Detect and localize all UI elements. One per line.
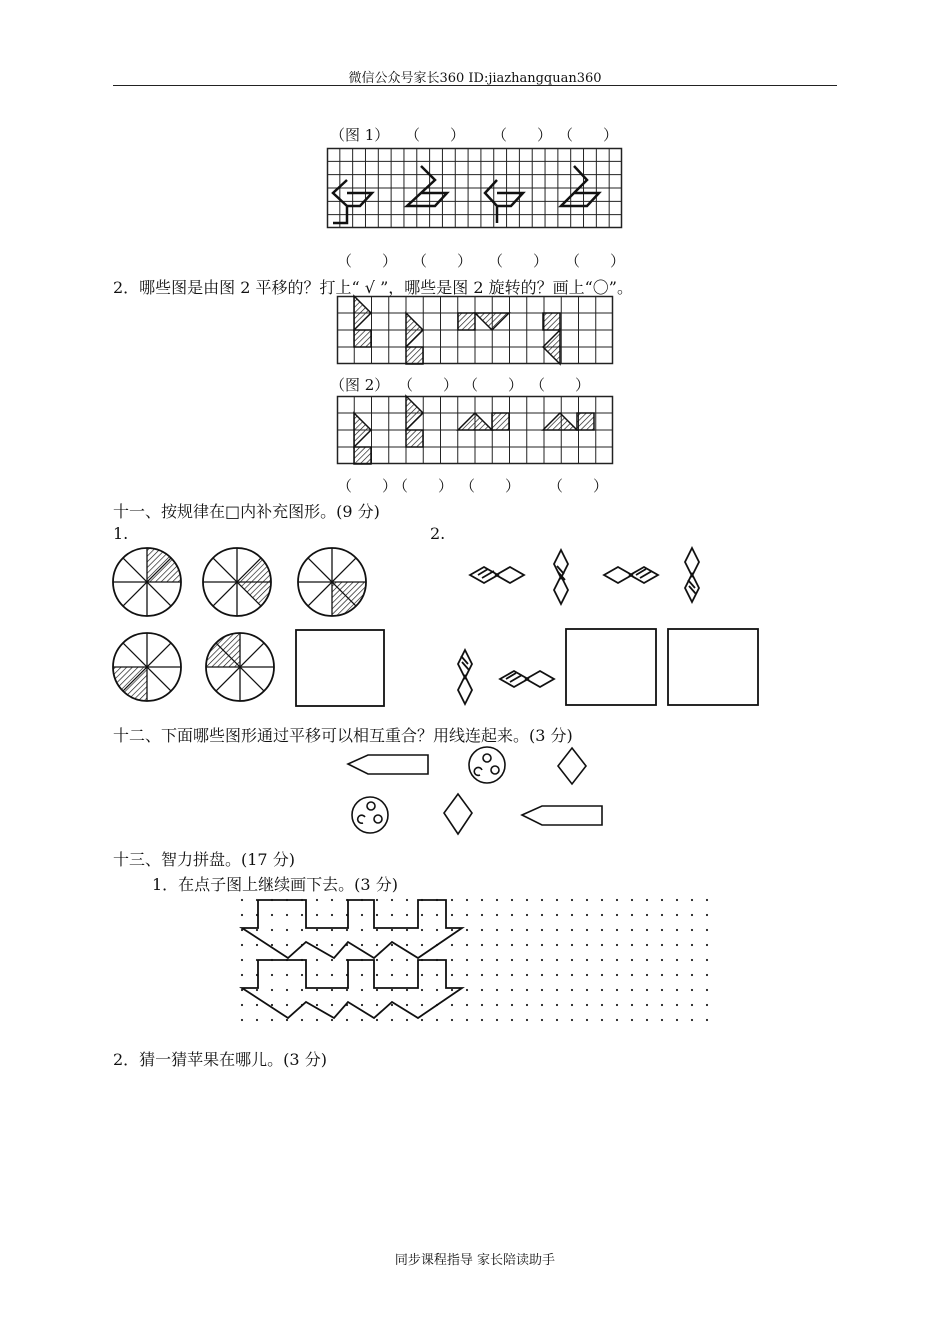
fig2-label: （图 2） — [330, 376, 390, 394]
fig2-option-grid — [337, 296, 613, 364]
fig1-top-blank-3[interactable]: （ ） — [558, 126, 619, 144]
fig1-label: （图 1） — [330, 126, 390, 144]
q11-sub1-label: 1. — [113, 524, 129, 543]
q13-sub1: 1．在点子图上继续画下去。(3 分) — [152, 875, 398, 894]
fig2-bottom-blank-3[interactable]: （ ） — [460, 477, 521, 495]
fig2-grid — [337, 396, 613, 464]
fig1-top-blank-1[interactable]: （ ） — [405, 126, 466, 144]
q11-answer-box-2 — [566, 629, 656, 705]
q11-circle-pattern — [110, 542, 390, 707]
q11-sub2-label: 2. — [430, 524, 446, 543]
q11-answer-box-1 — [296, 630, 384, 706]
q12-shapes — [340, 742, 620, 842]
diamond-shape-2 — [444, 794, 472, 834]
fig1-bottom-blank-3[interactable]: （ ） — [488, 252, 549, 270]
q11-title: 十一、按规律在□内补充图形。(9 分) — [113, 502, 380, 521]
fig2-bottom-blank-4[interactable]: （ ） — [548, 477, 609, 495]
q11-diamond-pattern — [460, 542, 760, 707]
fig2-top-blank-2[interactable]: （ ） — [463, 376, 524, 394]
diamond-shape-1 — [558, 748, 586, 784]
fig2-bottom-blank-1[interactable]: （ ） — [337, 477, 398, 495]
fig1-top-blank-2[interactable]: （ ） — [492, 126, 553, 144]
fig2-top-blank-3[interactable]: （ ） — [530, 376, 591, 394]
q10-2-prompt: 2．哪些图是由图 2 平移的？打上“ √ ”，哪些是图 2 旋转的？画上“〇”。 — [113, 278, 633, 297]
fig1-bottom-blank-4[interactable]: （ ） — [565, 252, 626, 270]
fig2-top-blank-1[interactable]: （ ） — [398, 376, 459, 394]
fig1-grid — [327, 148, 622, 228]
q13-sub2: 2．猜一猜苹果在哪儿。(3 分) — [113, 1050, 327, 1069]
pencil-shape-2 — [522, 806, 602, 825]
q11-answer-box-3 — [668, 629, 758, 705]
fig1-bottom-blank-1[interactable]: （ ） — [337, 252, 398, 270]
q12-title: 十二、下面哪些图形通过平移可以相互重合？用线连起来。(3 分) — [113, 726, 573, 745]
fig2-bottom-blank-2[interactable]: （ ） — [393, 477, 454, 495]
dot-grid — [240, 898, 715, 1023]
page-header: 微信公众号家长360 ID:jiazhangquan360 — [348, 71, 602, 86]
pencil-shape-1 — [348, 755, 428, 774]
fig1-bottom-blank-2[interactable]: （ ） — [412, 252, 473, 270]
q13-title: 十三、智力拼盘。(17 分) — [113, 850, 295, 869]
page-footer: 同步课程指导 家长陪读助手 — [394, 1253, 556, 1268]
header-divider — [113, 85, 837, 86]
